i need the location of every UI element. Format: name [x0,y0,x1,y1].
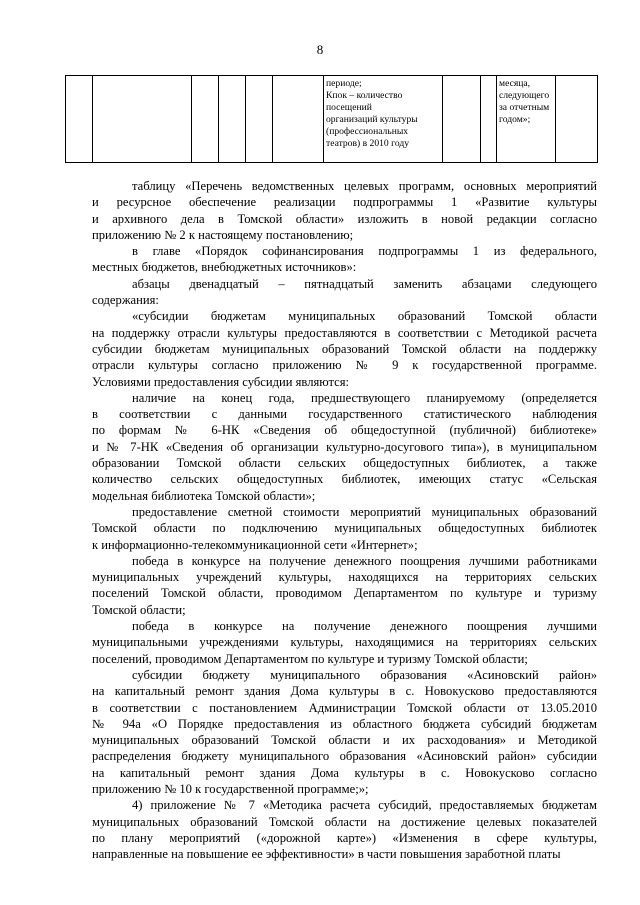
paragraph [92,308,597,389]
text-line: муниципальных образований Томской области и их расходования» и Методикой [92,733,597,748]
text-line: на капитальный ремонт здания Дома культуры в с. Новокусково предоставляются [92,684,597,699]
table-cell [66,76,93,163]
text-line: на поддержку отрасли культуры предоставляются в соответствии с Методикой расчета [92,325,597,340]
text-line: Томской области; [92,602,186,617]
paragraph [92,390,597,504]
paragraph [92,504,597,553]
table-cell [192,76,219,163]
paragraph [92,553,597,618]
cell-line: годом»; [499,114,531,125]
text-line: Томской области по подключению муниципальных общедоступных библиотек [92,521,597,536]
paragraph [92,667,597,797]
table-cell [246,76,273,163]
text-line: таблицу «Перечень ведомственных целевых программ, основных мероприятий [132,179,597,193]
cell-line: посещений [326,102,372,113]
text-line: муниципальными учреждениями культуры, находящимися на территориях сельских [92,635,597,650]
table-cell [219,76,246,163]
table-cell-deadline [497,76,556,163]
paragraph [92,276,597,309]
cell-line: (профессиональных [326,126,409,137]
text-line: модельная библиотека Томской области»; [92,488,316,503]
cell-line: Кпок – количество [326,90,403,101]
text-line: по плану мероприятий («дорожной картe») «Изменения в сфере культуры, [92,830,597,845]
table-cell [443,76,481,163]
text-line: предоставление сметной стоимости мероприятий муниципальных образований [132,504,597,519]
text-line: в соответствии с постановлением Администрации Томской области от 13.05.2010 [92,700,597,715]
cell-line: организаций культуры [326,114,418,125]
text-line: муниципальных учреждений культуры, находящихся на территориях сельских [92,570,597,585]
text-line: муниципальных образований Томской области на достижение целевых показателей [92,814,597,829]
text-line: местных бюджетов, внебюджетных источников»: [92,260,357,275]
text-line: к информационно-телекоммуникационной сети «Интернет»; [92,537,418,552]
table-cell [556,76,598,163]
document-body [92,178,597,862]
text-line: победа в конкурсе на получение денежного поощрения лучшими работниками [132,553,597,568]
table-row [66,76,598,163]
table-cell [481,76,497,163]
text-line: поселений Томской области, проводимом Департаментом по культуре и туризму [92,586,597,601]
table-cell [273,76,324,163]
cell-line: театров) в 2010 году [326,138,410,149]
text-line: по формам № 6-НК «Сведения об общедоступной (публичной) библиотеке» [92,423,597,438]
text-line: субсидии бюджетам муниципальных образований Томской области на поддержку [92,341,597,356]
cell-line: следующего [499,90,550,101]
text-line: победа в конкурсе на получение денежного поощрения лучшими [132,619,597,634]
text-line: и архивного дела в Томской области» изложить в новой редакции согласно [92,211,597,226]
text-line: приложению № 10 к государственной программе;»; [92,781,369,796]
text-line: направленные на повышение ее эффективности» в части повышения заработной платы [92,847,561,862]
text-line: образовании Томской области сельских общедоступных библиотек, а также [92,456,597,471]
text-line: на капитальный ремонт здания Дома культуры в с. Новокусково согласно [92,765,597,780]
cell-line: за отчетным [499,102,550,113]
paragraph [92,243,597,276]
text-line: содержания: [92,293,159,308]
text-line: отрасли культуры согласно приложению № 9 к государственной программе. [92,358,597,373]
text-line: субсидии бюджету муниципального образования «Асиновский район» [132,667,597,682]
text-line: абзацы двенадцатый – пятнадцатый заменить абзацами следующего [132,276,597,291]
text-line: распределения бюджету муниципального образования «Асиновский район» субсидии [92,749,597,764]
text-line: 4) приложение № 7 «Методика расчета субсидий, предоставляемых бюджетам [132,798,597,813]
text-line: и ресурсное обеспечение реализации подпрограммы 1 «Развитие культуры [92,195,597,210]
text-line: Условиями предоставления субсидии являются: [92,374,350,389]
text-line: количество сельских общедоступных библиотек, имеющих статус «Сельская [92,472,597,487]
text-line: поселений, проводимом Департаментом по культуре и туризму Томской области; [92,651,528,666]
text-line: приложению № 2 к настоящему постановлению; [92,227,354,242]
paragraph [92,178,597,243]
text-line: в главе «Порядок софинансирования подпрограммы 1 из федерального, [132,244,597,259]
paragraph [92,618,597,667]
paragraph [92,797,597,862]
text-line: и № 7-НК «Сведения об организации культурно-досугового типа»), в муниципальном [92,439,597,454]
cell-line: месяца, [499,78,531,89]
text-line: № 94а «О Порядке предоставления из областного бюджета субсидий бюджетам [92,716,597,731]
text-line: в соответствии с данными государственного статистического наблюдения [92,407,597,422]
page-number: 8 [316,42,324,57]
table-cell [93,76,192,163]
text-line: «субсидии бюджетам муниципальных образований Томской области [132,309,597,324]
continuation-table [65,75,598,163]
cell-line: периоде; [326,78,362,89]
text-line: наличие на конец года, предшествующего планируемому (определяется [132,390,597,405]
table-cell-definition [324,76,443,163]
